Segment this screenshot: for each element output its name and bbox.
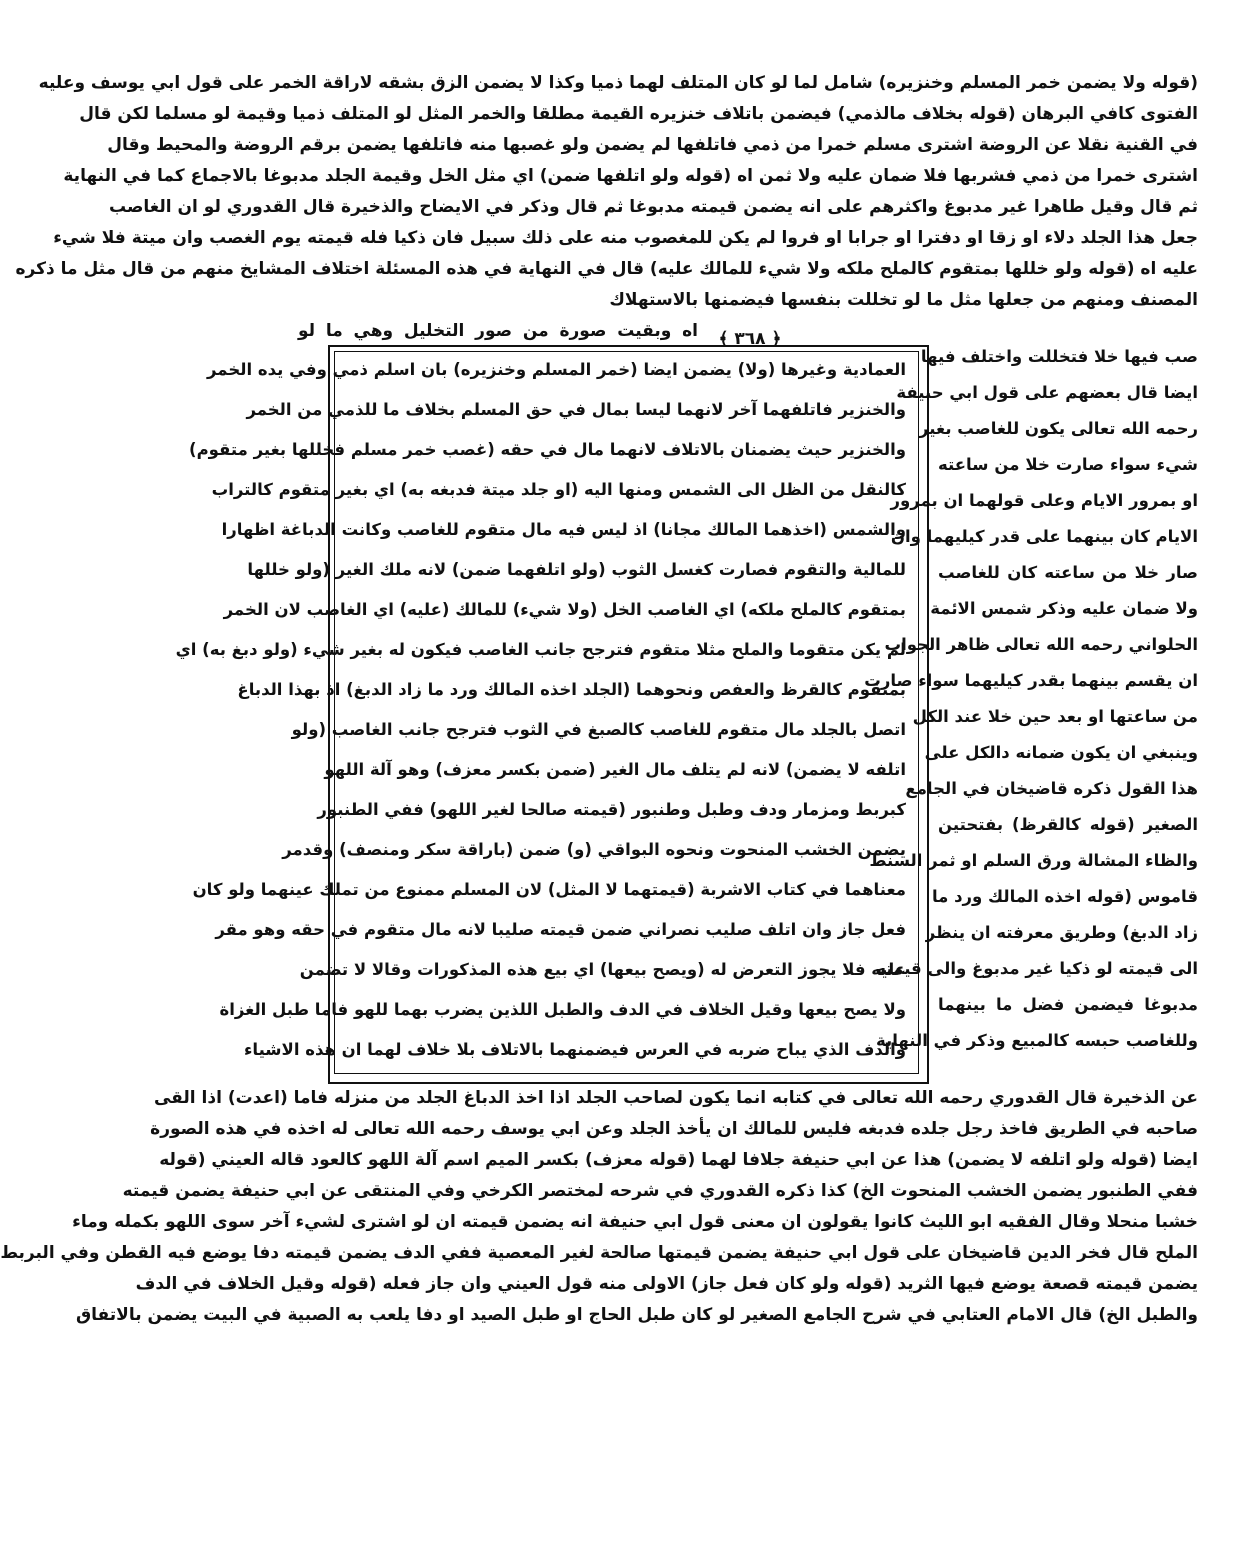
box-line-15: فعل جاز وان اتلف صليب نصراني ضمن قيمته صليبا لانه مال متقوم في حقه وهو مقر	[215, 920, 906, 939]
box-line-12: كبربط ومزمار ودف وطبل وطنبور (قيمته صالحا لغير اللهو) ففي الطنبور	[317, 800, 906, 819]
side-line-15: والظاء المشالة ورق السلم او ثمر السنط	[869, 851, 1198, 870]
bottom-line-4: ففي الطنبور يضمن الخشب المنحوت الخ) كذا ذكره القدوري في شرحه لمختصر الكرخي وفي المنتقى عن ابي حنيفة يضمن قيمته	[122, 1181, 1198, 1201]
top-line-3: في القنية نقلا عن الروضة اشترى مسلم خمرا من ذمي فاتلفها لم يضمن ولو غصبها منه فاتلفها يضمن برقم الروضة والمحيط وقال	[107, 135, 1198, 155]
side-line-12: وينبغي ان يكون ضمانه دالكل على	[924, 743, 1198, 762]
box-line-3: والخنزير حيث يضمنان بالاتلاف لانهما مال في حقه (غصب خمر مسلم فخللها بغير متقوم)	[189, 440, 906, 459]
bottom-line-7: يضمن قيمته قصعة يوضع فيها الثريد (قوله ولو كان فعل جاز) الاولى منه قول العيني وان جاز فعله (قوله وقيل الخلاف في الدف	[135, 1274, 1198, 1294]
box-line-9: بمتقوم كالقرظ والعفص ونحوهما (الجلد اخذه المالك ورد ما زاد الدبغ) اذ بهذا الدباغ	[237, 680, 906, 699]
bottom-line-8: والطبل الخ) قال الامام العتابي في شرح الجامع الصغير لو كان طبل الحاج او طبل الصيد او دفا يلعب به الصبية في البيت يضمن بالاتفاق	[75, 1305, 1198, 1325]
bottom-line-2: صاحبه في الطريق فاخذ رجل جلده فدبغه فليس للمالك ان يأخذ الجلد وعن ابي يوسف رحمه الله تعالى له اخذه في هذه الصورة	[150, 1119, 1198, 1139]
box-line-17: ولا يصح بيعها وقيل الخلاف في الدف والطبل اللذين يضرب بهما للهو فاما طبل الغزاة	[219, 1000, 906, 1019]
side-line-13: هذا القول ذكره قاضيخان في الجامع	[905, 779, 1198, 798]
side-line-6: الايام كان بينهما على قدر كيليهما وان	[890, 527, 1198, 546]
box-line-4: كالنقل من الظل الى الشمس ومنها اليه (او جلد ميتة فدبغه به) اي بغير متقوم كالتراب	[211, 480, 906, 499]
box-line-14: معناهما في كتاب الاشربة (قيمتهما لا المثل) لان المسلم ممنوع من تملك عينهما ولو كان	[192, 880, 906, 899]
side-line-2: ايضا قال بعضهم على قول ابي حنيفة	[896, 383, 1198, 402]
bottom-line-3: ايضا (قوله ولو اتلفه لا يضمن) هذا عن ابي حنيفة جلافا لهما (قوله معزف) بكسر الميم اسم آلة اللهو كالعود قاله العيني (قوله	[159, 1150, 1198, 1170]
side-line-16: قاموس (قوله اخذه المالك ورد ما	[931, 887, 1198, 906]
side-line-5: او بمرور الايام وعلى قولهما ان بمرور	[890, 491, 1198, 510]
top-line-8: المصنف ومنهم من جعلها مثل ما لو تخللت بنفسها فيضمنها بالاستهلاك	[609, 290, 1198, 310]
box-line-10: اتصل بالجلد مال متقوم للغاصب كالصبغ في الثوب فترجح جانب الغاصب (ولو	[291, 720, 906, 739]
box-line-5: والشمس (اخذهما المالك مجانا) اذ ليس فيه مال متقوم للغاصب وكانت الدباغة اظهارا	[221, 520, 906, 539]
side-line-19: مدبوغا فيضمن فضل ما بينهما	[938, 995, 1198, 1014]
side-line-3: رحمه الله تعالى يكون للغاصب بغير	[919, 419, 1198, 438]
box-line-2: والخنزير فاتلفهما آخر لانهما ليسا بمال في حق المسلم بخلاف ما للذمي من الخمر	[246, 400, 906, 419]
page-number: ﴿ ٣٦٨ ﴾	[718, 329, 782, 349]
bottom-line-5: خشبا منحلا وقال الفقيه ابو الليث كانوا يقولون ان معنى قول ابي حنيفة انه يضمن قيمته ان لو اشترى لشيء آخر سوى اللهو بكمله وماء	[72, 1212, 1198, 1232]
top-line-6: جعل هذا الجلد دلاء او زقا او دفترا او جرابا او فروا لم يكن للمغصوب منه على ذلك سبيل فان ذكيا فله قيمته يوم الغصب وان ميتة فلا شيء	[53, 228, 1198, 248]
top-line-8-end: اه وبقيت صورة من صور التخليل وهي ما لو	[298, 321, 698, 341]
top-line-5: ثم قال وقيل طاهرا غير مدبوغ واكثرهم على انه يضمن قيمته مدبوغا ثم قال وذكر في الايضاح والذخيرة قال القدوري لو ان الغاصب	[109, 197, 1198, 217]
side-line-9: الحلواني رحمه الله تعالى ظاهر الجواب	[884, 635, 1198, 654]
bottom-line-1: عن الذخيرة قال القدوري رحمه الله تعالى في كتابه انما يكون لصاحب الجلد اذا اخذ الدباغ الجلد من منزله فاما (اعدت) اذا القى	[153, 1088, 1198, 1108]
side-line-14: الصغير (قوله كالقرظ) بفتحتين	[938, 815, 1198, 834]
box-line-18: والدف الذي يباح ضربه في العرس فيضمنهما بالاتلاف بلا خلاف لهما ان هذه الاشياء	[243, 1040, 906, 1059]
side-line-20: وللغاصب حبسه كالمبيع وذكر في النهاية	[876, 1031, 1198, 1050]
top-line-4: اشترى خمرا من ذمي فشربها فلا ضمان عليه ولا ثمن اه (قوله ولو اتلفها ضمن) اي مثل الخل وقيمة الجلد مدبوغا بالاجماع كما في النهاية	[63, 166, 1198, 186]
side-line-1: صب فيها خلا فتخللت واختلف فيها	[920, 347, 1198, 366]
bottom-line-6: الملح قال فخر الدين قاضيخان على قول ابي حنيفة يضمن قيمتها صالحة لغير المعصية ففي الدف يضمن قيمته دفا يوضع فيه القطن وفي البربط	[0, 1243, 1198, 1263]
top-line-7: عليه اه (قوله ولو خللها بمتقوم كالملح ملكه ولا شيء للمالك عليه) قال في النهاية في هذه المسئلة اختلاف المشايخ منهم من قال مثل ما ذكره	[15, 259, 1198, 279]
box-line-1: العمادية وغيرها (ولا) يضمن ايضا (خمر المسلم وخنزيره) بان اسلم ذمي وفي يده الخمر	[207, 360, 906, 379]
top-line-1: (قوله ولا يضمن خمر المسلم وخنزيره) شامل لما لو كان المتلف لهما ذميا وكذا لا يضمن الزق بشقه لاراقة الخمر على قول ابي يوسف وعليه	[38, 73, 1198, 93]
side-line-7: صار خلا من ساعته كان للغاصب	[938, 563, 1198, 582]
side-line-8: ولا ضمان عليه وذكر شمس الائمة	[930, 599, 1198, 618]
box-line-13: يضمن الخشب المنحوت ونحوه البواقي (و) ضمن (باراقة سكر ومنصف) وقدمر	[282, 840, 906, 859]
side-line-11: من ساعتها او بعد حين خلا عند الكل	[912, 707, 1198, 726]
box-line-8: لم يكن متقوما والملح مثلا متقوم فترجح جانب الغاصب فيكون له بغير شيء (ولو دبغ به) اي	[175, 640, 906, 659]
box-line-6: للمالية والتقوم فصارت كغسل الثوب (ولو اتلفهما ضمن) لانه ملك الغير (ولو خللها	[247, 560, 906, 579]
box-line-11: اتلفه لا يضمن) لانه لم يتلف مال الغير (ضمن بكسر معزف) وهو آلة اللهو	[324, 760, 906, 779]
side-line-18: الى قيمته لو ذكيا غير مدبوغ والى قيمته	[876, 959, 1198, 978]
side-line-17: زاد الدبغ) وطريق معرفته ان ينظر	[925, 923, 1198, 942]
box-line-16: عليه فلا يجوز التعرض له (ويصح بيعها) اي بيع هذه المذكورات وقالا لا تضمن	[299, 960, 906, 979]
side-line-10: ان يقسم بينهما بقدر كيليهما سواء صارت	[864, 671, 1198, 690]
side-line-4: شيء سواء صارت خلا من ساعته	[938, 455, 1198, 474]
box-line-7: بمتقوم كالملح ملكه) اي الغاصب الخل (ولا شيء) للمالك (عليه) اي الغاصب لان الخمر	[223, 600, 906, 619]
top-line-2: الفتوى كافي البرهان (قوله بخلاف مالذمي) فيضمن باتلاف خنزيره القيمة مطلقا والخمر المثل لو المتلف ذميا وقيمة لو مسلما لكن قال	[79, 104, 1198, 124]
